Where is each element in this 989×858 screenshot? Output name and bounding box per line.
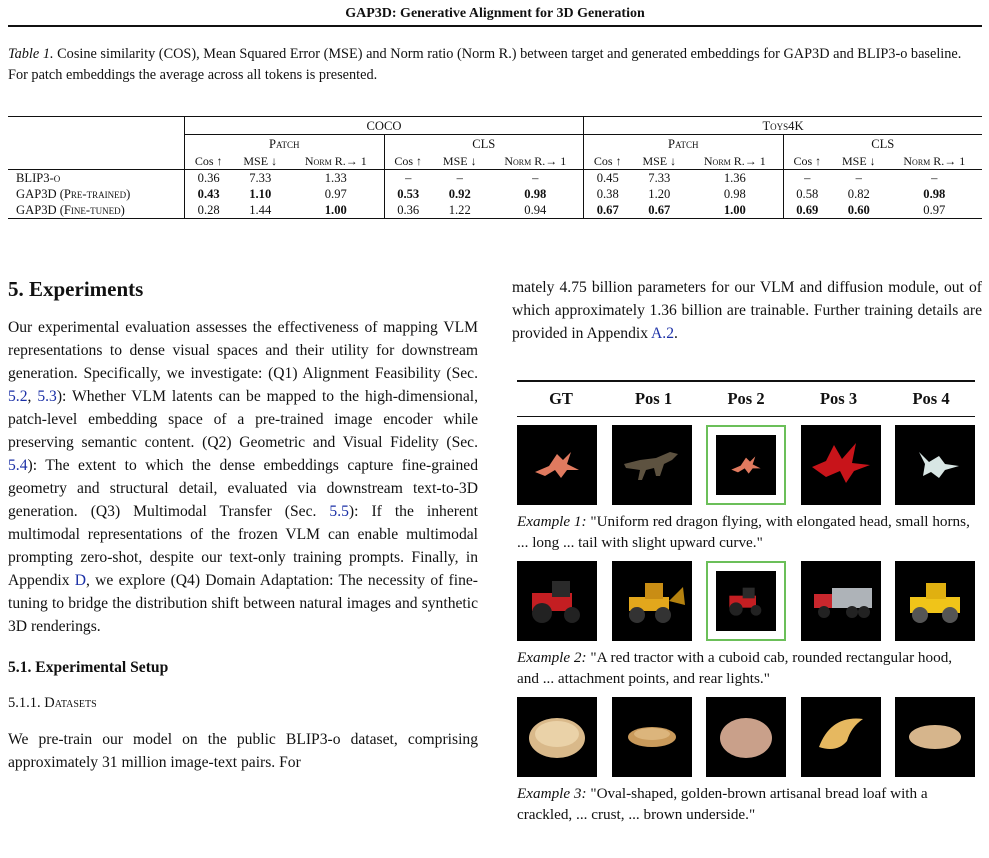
table-cell: 0.58	[783, 186, 831, 202]
table-cell: 0.92	[448, 187, 471, 201]
table-cell: –	[456, 171, 463, 185]
table-cell: 0.97	[324, 187, 347, 201]
subsection-title: 5.1. Experimental Setup	[8, 659, 169, 676]
render-image	[895, 561, 975, 641]
metric-header: Norm R.→ 1	[288, 152, 384, 170]
table-cell: 0.98	[524, 187, 547, 201]
table-row	[8, 186, 982, 202]
render-image	[801, 425, 881, 505]
metric-header: Cos ↑	[783, 152, 831, 170]
subgroup-header: Patch	[184, 135, 384, 153]
table-cell: 0.53	[384, 186, 432, 202]
render-image	[706, 697, 786, 777]
example-caption-3: Example 3: "Oval-shaped, golden-brown artisanal bread loaf with a crackled, ... crust, ... brown underside."	[517, 785, 928, 823]
link-appendix-d[interactable]: D	[74, 572, 87, 589]
group-header-coco: COCO	[184, 117, 583, 135]
col-header-pos3: Pos 3	[819, 389, 858, 408]
subsubsection-title: 5.1.1. Datasets	[8, 695, 97, 711]
table-cell: 1.36	[723, 171, 746, 185]
metric-header: MSE ↓	[631, 152, 687, 170]
render-image	[612, 697, 692, 777]
header-rule	[8, 25, 982, 27]
link-sec-5-2[interactable]: 5.2	[8, 388, 28, 405]
row-name: GAP3D (Fine-tuned)	[8, 202, 184, 219]
row-name: BLIP3-o	[16, 171, 61, 185]
table-cell: 0.45	[584, 170, 632, 187]
results-table	[8, 116, 982, 219]
table-caption	[8, 44, 982, 86]
metric-header: MSE ↓	[831, 152, 887, 170]
table-cell: 1.22	[432, 202, 488, 219]
right-column	[512, 276, 982, 345]
col-header-pos1: Pos 1	[634, 389, 673, 408]
subgroup-header: CLS	[783, 135, 982, 153]
section-title: 5. Experiments	[8, 277, 144, 301]
render-image	[801, 697, 881, 777]
group-header-toys4k: Toys4K	[584, 117, 982, 135]
table-cell: –	[783, 170, 831, 187]
table-cell: 0.97	[887, 202, 982, 219]
table-cell: 0.36	[184, 170, 232, 187]
table-cell: 0.82	[847, 187, 870, 201]
metric-header: MSE ↓	[232, 152, 288, 170]
intro-text: ,	[27, 388, 38, 405]
metric-header: MSE ↓	[432, 152, 488, 170]
metric-header: Norm R.→ 1	[887, 152, 982, 170]
example-row-2	[517, 561, 975, 641]
table-cell: 0.94	[488, 202, 584, 219]
table-cell: 0.69	[783, 202, 831, 219]
intro-text: , we explore (Q4) Domain Adaptation: The necessity of fine-tuning to bridge the distribution shift between natural images and synthetic 3D renderings.	[8, 572, 478, 635]
examples-figure	[517, 380, 975, 825]
example-caption-2: Example 2: "A red tractor with a cuboid cab, rounded rectangular hood, and ... attachment points, and rear lights."	[517, 649, 953, 687]
table-caption-label: Table 1.	[8, 46, 54, 62]
col-header-pos4: Pos 4	[912, 389, 950, 408]
table-cell: 1.10	[249, 187, 272, 201]
table-cell: 0.67	[631, 202, 687, 219]
metric-header: Cos ↑	[384, 152, 432, 170]
table-cell: 0.28	[184, 202, 232, 219]
left-column	[8, 276, 478, 774]
intro-text: ): Whether VLM latents can be mapped to the high-dimensional, patch-level embedding space of a pre-trained image encoder while preserving semantic content. (Q2) Geometric and Visual Fidelity (Sec.	[8, 388, 479, 451]
link-sec-5-3[interactable]: 5.3	[37, 388, 57, 405]
subgroup-header: Patch	[584, 135, 784, 153]
table-cell: 0.98	[723, 187, 746, 201]
render-image	[517, 425, 597, 505]
running-header: GAP3D: Generative Alignment for 3D Generation	[345, 6, 645, 21]
intro-text: ): If the inherent multimodal representations of the frozen VLM can enable multimodal prompting zero-shot, despite our text-only training prompts. Finally, in Appendix	[8, 503, 478, 589]
table-cell: 1.33	[324, 171, 347, 185]
link-sec-5-4[interactable]: 5.4	[8, 457, 28, 474]
table-cell: –	[532, 171, 539, 185]
row-name: GAP3D (Pre-trained)	[16, 187, 131, 201]
col-header-gt: GT	[549, 389, 573, 408]
render-image	[612, 561, 692, 641]
table-cell: 1.44	[232, 202, 288, 219]
metric-header: Norm R.→ 1	[687, 152, 783, 170]
example-caption-1: Example 1: "Uniform red dragon flying, with elongated head, small horns, ... long ... tail with slight upward curve."	[517, 513, 970, 551]
subgroup-header: CLS	[384, 135, 584, 153]
table-cell: 0.36	[384, 202, 432, 219]
table-cell: 0.43	[184, 186, 232, 202]
table-cell: –	[931, 171, 938, 185]
table-cell: –	[384, 170, 432, 187]
table-cell: 0.38	[584, 186, 632, 202]
figure-column-headers	[517, 382, 975, 417]
link-appendix-a2[interactable]: A.2	[651, 325, 675, 342]
intro-text: Our experimental evaluation assesses the effectiveness of mapping VLM representations to dense visual spaces and their utility for downstream generation. Specifically, we investigate: (Q1) Alignment Feasibility (Sec.	[8, 319, 478, 382]
table-cell: 1.20	[648, 187, 671, 201]
render-image	[612, 425, 692, 505]
render-image	[517, 697, 597, 777]
render-image	[895, 425, 975, 505]
table-cell: 0.98	[923, 187, 946, 201]
table-cell: 0.67	[584, 202, 632, 219]
example-row-1	[517, 425, 975, 505]
table-cell: 1.00	[687, 202, 783, 219]
col-header-pos2: Pos 2	[727, 389, 765, 408]
link-sec-5-5[interactable]: 5.5	[329, 503, 349, 520]
metric-header: Cos ↑	[184, 152, 232, 170]
table-cell: 0.60	[831, 202, 887, 219]
render-image-selected	[706, 425, 786, 505]
table-cell: 7.33	[249, 171, 272, 185]
table-row	[8, 170, 982, 187]
intro-text: ): The extent to which the dense embeddings capture fine-grained geometry and structural detail, evaluated via downstream text-to-3D generation. (Q3) Multimodal Transfer (Sec.	[8, 457, 478, 520]
datasets-paragraph: We pre-train our model on the public BLIP3-o dataset, comprising approximately 31 million image-text pairs. For	[8, 731, 478, 771]
render-image	[517, 561, 597, 641]
table-caption-text: Cosine similarity (COS), Mean Squared Error (MSE) and Norm ratio (Norm R.) between target and generated embeddings for GAP3D and BLIP3-o baseline. For patch embeddings the average across all tokens is presented.	[8, 46, 962, 83]
right-paragraph: mately 4.75 billion parameters for our VLM and diffusion module, out of which approximately 1.36 billion are trainable. Further training details are provided in Appendix A.2.	[512, 279, 982, 342]
table-row	[8, 202, 982, 219]
example-row-3	[517, 697, 975, 777]
intro-paragraph	[8, 316, 478, 638]
table-cell: –	[855, 171, 862, 185]
table-cell: 1.00	[288, 202, 384, 219]
metric-header: Norm R.→ 1	[488, 152, 584, 170]
metric-header: Cos ↑	[584, 152, 632, 170]
render-image	[801, 561, 881, 641]
render-image-selected	[706, 561, 786, 641]
table-cell: 7.33	[648, 171, 671, 185]
render-image	[895, 697, 975, 777]
